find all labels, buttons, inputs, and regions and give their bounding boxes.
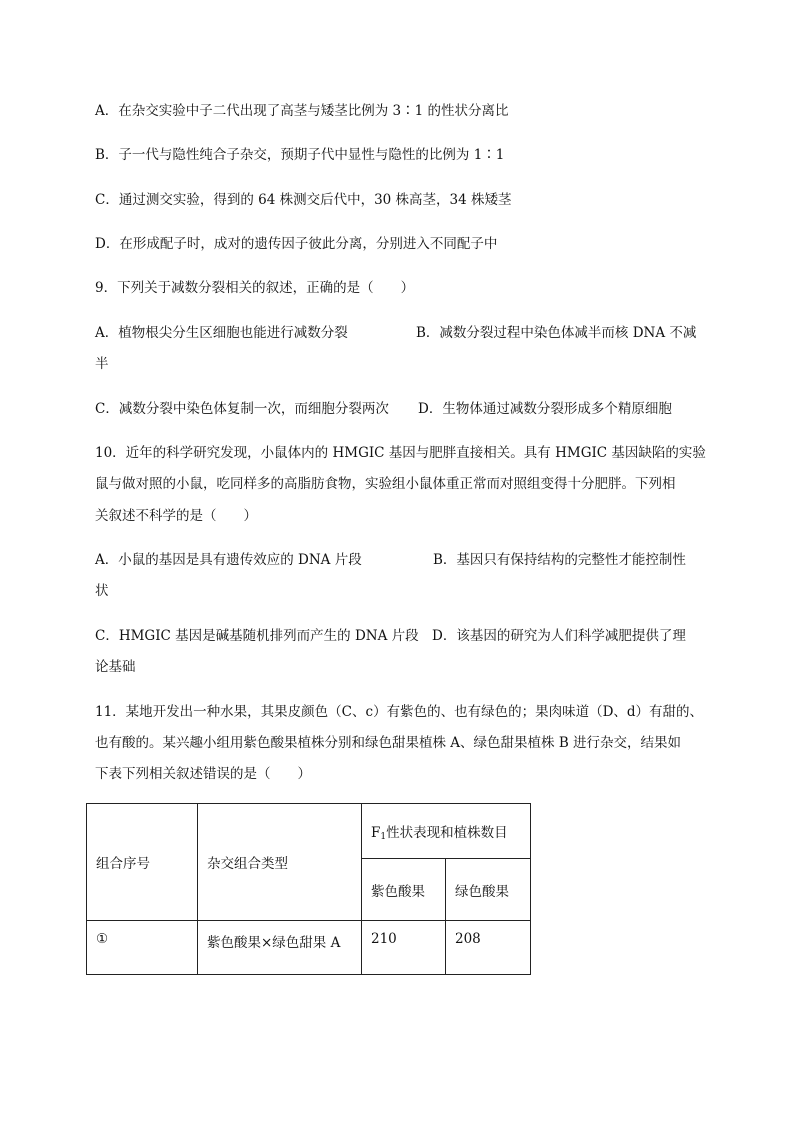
q9-stem: 9．下列关于减数分裂相关的叙述，正确的是（ ） [95,280,415,296]
q8-option-a: A．在杂交实验中子二代出现了高茎与矮茎比例为 3∶1 的性状分离比 [95,103,509,119]
cell-green-sour: 208 [446,921,531,975]
q11-stem-line-2: 也有酸的。某兴趣小组用紫色酸果植株分别和绿色甜果植株 A、绿色甜果植株 B 进行杂交，结果如 [95,735,682,751]
cell-group: ① [87,921,198,975]
q9-option-b: B．减数分裂过程中染色体减半而核 DNA 不减 [416,325,697,341]
q10-stem-line-3: 关叙述不科学的是（ ） [95,508,257,524]
q9-option-d: D．生物体通过减数分裂形成多个精原细胞 [418,401,672,417]
q10-option-d-continued: 论基础 [95,659,136,675]
q10-option-b-continued: 状 [95,583,109,599]
header-purple-sour: 紫色酸果 [362,859,446,921]
q8-option-d: D．在形成配子时，成对的遗传因子彼此分离，分别进入不同配子中 [95,236,498,252]
q10-stem-line-2: 鼠与做对照的小鼠，吃同样多的高脂肪食物，实验组小鼠体重正常而对照组变得十分肥胖。下列相 [95,476,676,492]
header-group-number: 组合序号 [87,804,198,921]
q9-option-a: A．植物根尖分生区细胞也能进行减数分裂 [95,325,348,341]
header-f1-traits: $F_1$性状表现和植株数目 [362,804,531,859]
table-row [87,921,531,975]
q11-stem-line-1: 11．某地开发出一种水果，其果皮颜色（C、c）有紫色的、也有绿色的；果肉味道（D、d）有甜的、 [95,704,704,720]
header-cross-type: 杂交组合类型 [198,804,362,921]
q10-option-d: D．该基因的研究为人们科学减肥提供了理 [432,628,686,644]
q9-option-c: C．减数分裂中染色体复制一次，而细胞分裂两次 [95,401,389,417]
q10-option-b: B．基因只有保持结构的完整性才能控制性 [433,552,686,568]
cross-results-table [86,803,531,975]
q11-stem-line-3: 下表下列相关叙述错误的是（ ） [95,766,311,782]
q9-option-b-continued: 半 [95,356,109,372]
cell-purple-sour: 210 [362,921,446,975]
header-green-sour: 绿色酸果 [446,859,531,921]
q10-option-a: A．小鼠的基因是具有遗传效应的 DNA 片段 [95,552,362,568]
q8-option-b: B．子一代与隐性纯合子杂交，预期子代中显性与隐性的比例为 1∶1 [95,147,505,163]
q10-option-c: C．HMGIC 基因是碱基随机排列而产生的 DNA 片段 [95,628,419,644]
q8-option-c: C．通过测交实验，得到的 64 株测交后代中，30 株高茎，34 株矮茎 [95,192,512,208]
cell-cross: 紫色酸果×绿色甜果 A [198,921,362,975]
q10-stem-line-1: 10．近年的科学研究发现，小鼠体内的 HMGIC 基因与肥胖直接相关。具有 HMGIC 基因缺陷的实验 [95,445,706,461]
